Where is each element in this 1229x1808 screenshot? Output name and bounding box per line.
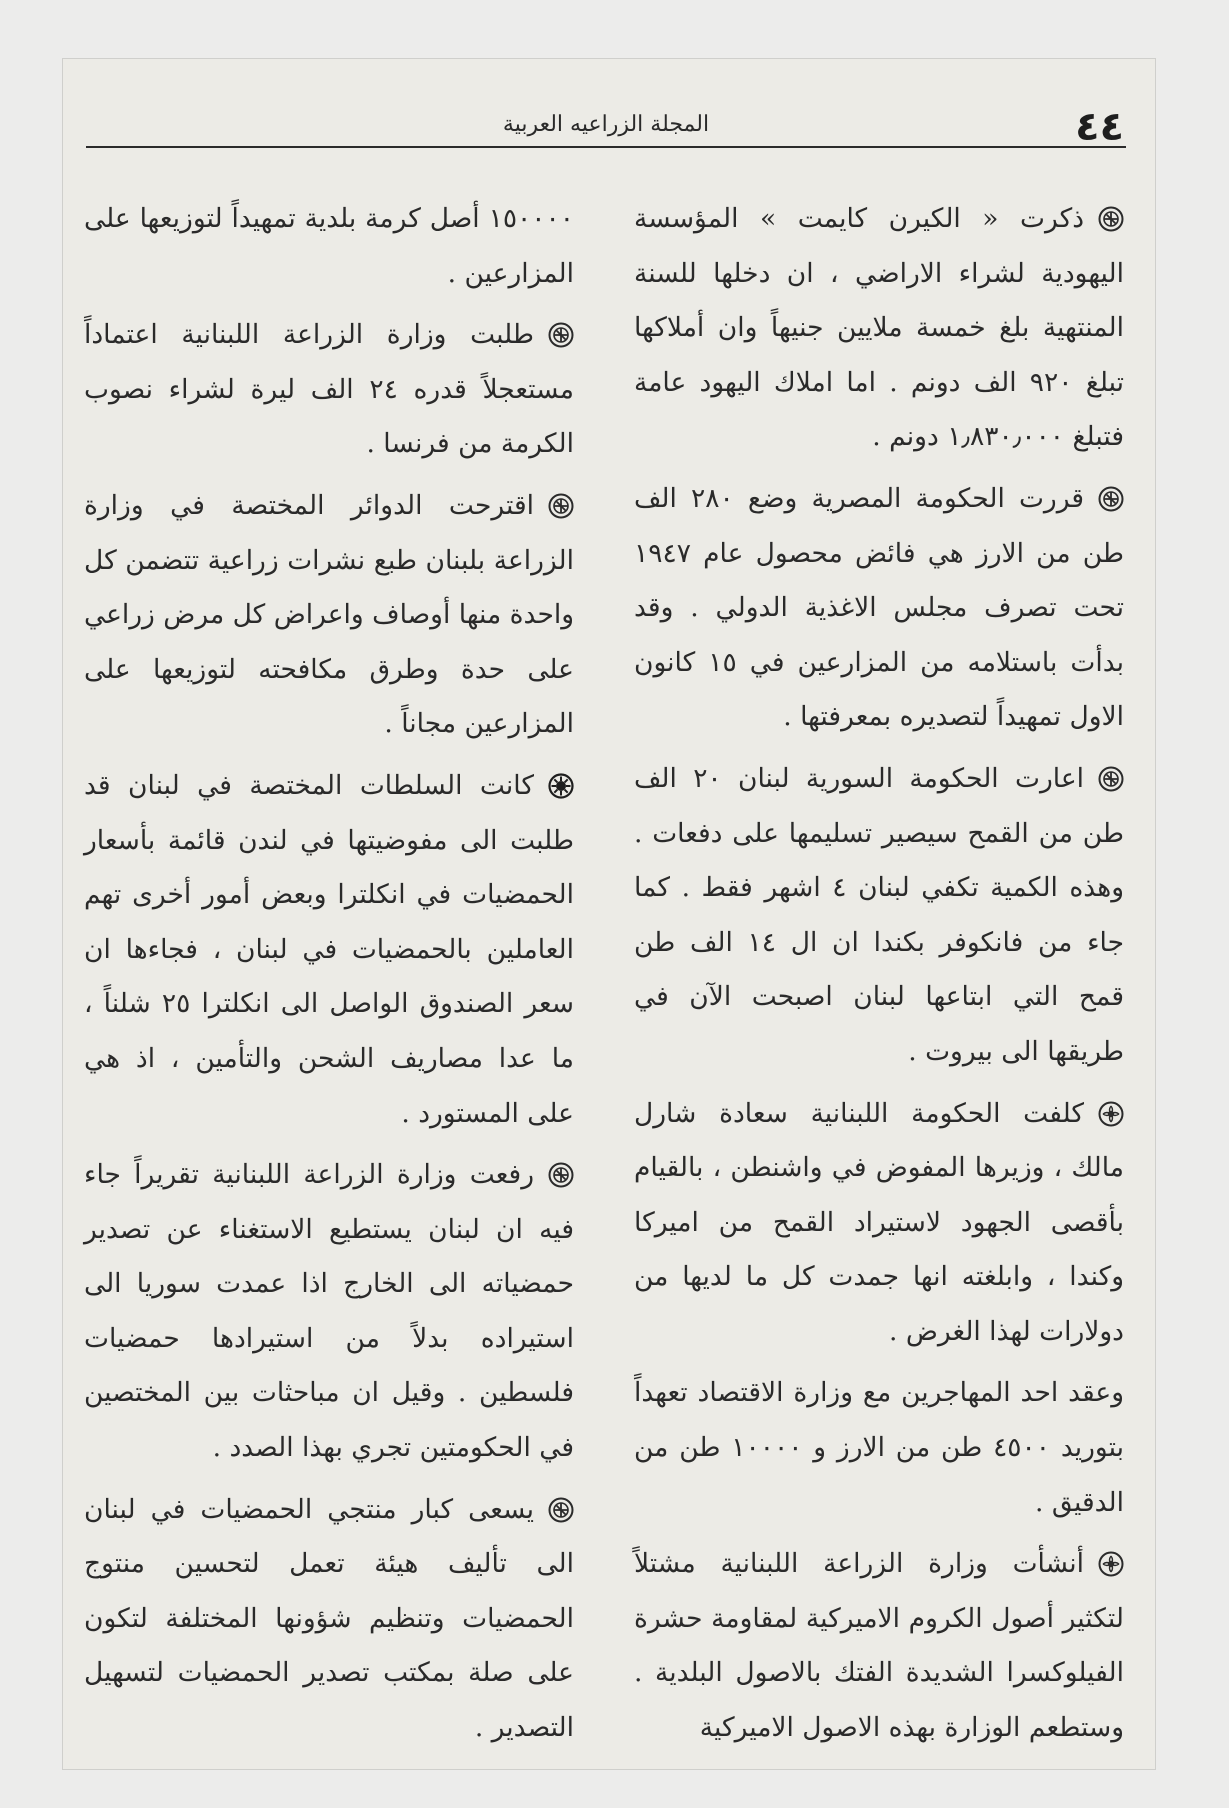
header-rule xyxy=(86,146,1126,148)
page-header xyxy=(88,104,1124,152)
sun-ornament-icon xyxy=(548,773,574,799)
news-item xyxy=(634,1366,1124,1530)
news-item-text: ذكرت « الكيرن كايمت » المؤسسة اليهودية لشراء الاراضي ، ان دخلها للسنة المنتهية بلغ خمسة ملايين جنيهاً وان أملاكها تبلغ ٩٢٠ الف دونم . اما املاك اليهود عامة فتبلغ ١٫٨٣٠٫٠٠٠ دونم . xyxy=(634,203,1124,453)
news-item-text: طلبت وزارة الزراعة اللبنانية اعتماداً مستعجلاً قدره ٢٤ الف ليرة لشراء نصوب الكرمة من فرنسا . xyxy=(84,319,574,460)
emblem-ornament-icon xyxy=(548,1162,574,1188)
rosette-ornament-icon xyxy=(1098,1101,1124,1127)
news-item-text: قررت الحكومة المصرية وضع ٢٨٠ الف طن من الارز هي فائض محصول عام ١٩٤٧ تحت تصرف مجلس الاغذية الدولي . وقد بدأت باستلامه من المزارعين في ١٥ كانون الاول تمهيداً لتصديره بمعرفتها . xyxy=(634,482,1124,733)
news-item xyxy=(84,759,574,1141)
news-item-text: رفعت وزارة الزراعة اللبنانية تقريراً جاء فيه ان لبنان يستطيع الاستغناء عن تصدير حمضياته الى الخارج اذا عمدت سوريا الى استيراده بدلاً من استيرادها حمضيات فلسطين . وقيل ان مباحثات بين المختصين في الحكومتين تجري بهذا الصدد . xyxy=(84,1159,574,1464)
news-item-text: يسعى كبار منتجي الحمضيات في لبنان الى تأليف هيئة تعمل لتحسين منتوج الحمضيات وتنظيم شؤونها المختلفة لتكون على صلة بمكتب تصدير الحمضيات لتسهيل التصدير . xyxy=(84,1493,574,1744)
news-item xyxy=(634,1087,1124,1360)
emblem-ornament-icon xyxy=(1098,766,1124,792)
news-item xyxy=(634,472,1124,745)
running-title: المجلة الزراعيه العربية xyxy=(502,112,710,137)
emblem-ornament-icon xyxy=(548,493,574,519)
news-item xyxy=(84,1148,574,1476)
news-item xyxy=(84,479,574,752)
news-item-text: وعقد احد المهاجرين مع وزارة الاقتصاد تعهداً بتوريد ٤٥٠٠ طن من الارز و ١٠٠٠٠ طن من الدقيق . xyxy=(634,1377,1124,1518)
emblem-ornament-icon xyxy=(1098,206,1124,232)
news-item-text: كلفت الحكومة اللبنانية سعادة شارل مالك ، وزيرها المفوض في واشنطن ، بالقيام بأقصى الجهود لاستيراد القمح من اميركا وكندا ، وابلغته انها جمدت كل ما لديها من دولارات لهذا الغرض . xyxy=(634,1097,1124,1347)
news-item xyxy=(84,192,574,301)
news-item xyxy=(84,308,574,472)
emblem-ornament-icon xyxy=(548,322,574,348)
news-item xyxy=(634,192,1124,465)
news-item xyxy=(84,1483,574,1756)
right-column xyxy=(634,192,1124,1763)
news-item xyxy=(634,1537,1124,1755)
left-column xyxy=(84,192,574,1763)
news-item xyxy=(634,752,1124,1080)
news-item-text: اقترحت الدوائر المختصة في وزارة الزراعة بلبنان طبع نشرات زراعية تتضمن كل واحدة منها أوصاف واعراض كل مرض زراعي على حدة وطرق مكافحته لتوزيعها على المزارعين مجاناً . xyxy=(84,489,574,740)
news-item-text: كانت السلطات المختصة في لبنان قد طلبت الى مفوضيتها في لندن قائمة بأسعار الحمضيات في انكلترا وبعض أمور أخرى تهم العاملين بالحمضيات في لبنان ، فجاءها ان سعر الصندوق الواصل الى انكلترا ٢٥ شلناً ، ما عدا مصاريف الشحن والتأمين ، اذ هي على المستورد . xyxy=(84,769,575,1129)
news-item-text: اعارت الحكومة السورية لبنان ٢٠ الف طن من القمح سيصير تسليمها على دفعات . وهذه الكمية تكفي لبنان ٤ اشهر فقط . كما جاء من فانكوفر بكندا ان ال ١٤ الف طن قمح التي ابتاعها لبنان اصبحت الآن في طريقها الى بيروت . xyxy=(634,762,1124,1067)
emblem-ornament-icon xyxy=(548,1497,574,1523)
rosette-ornament-icon xyxy=(1098,1551,1124,1577)
emblem-ornament-icon xyxy=(1098,486,1124,512)
page-number: ٤٤ xyxy=(1075,104,1124,150)
news-item-text: أنشأت وزارة الزراعة اللبنانية مشتلاً لتكثير أصول الكروم الاميركية لمقاومة حشرة الفيلوكسرا الشديدة الفتك بالاصول البلدية . وستطعم الوزارة بهذه الاصول الاميركية xyxy=(634,1548,1124,1744)
news-item-text: ١٥٠٠٠٠ أصل كرمة بلدية تمهيداً لتوزيعها على المزارعين . xyxy=(84,203,574,289)
